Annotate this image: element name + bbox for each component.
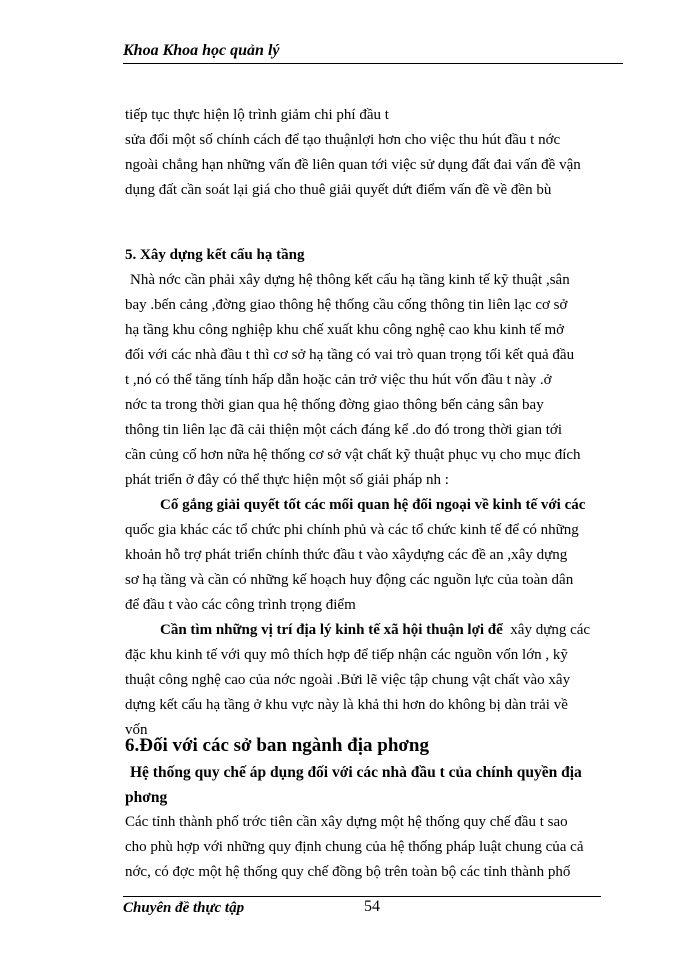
paragraph-2-line: để đầu t vào các công trình trọng điểm [125, 597, 356, 613]
section-6-line: cho phù hợp với những quy định chung của hệ thống pháp luật chung của cả [125, 839, 584, 855]
section-6-line: nớc, có đợc một hệ thống quy chế đồng bộ trên toàn bộ các tỉnh thành phố [125, 864, 571, 880]
footer-divider [123, 896, 601, 897]
section-5-title: 5. Xây dựng kết cấu hạ tầng [125, 247, 305, 263]
page-number: 54 [364, 898, 380, 915]
intro-line: tiếp tục thực hiện lộ trình giảm chi phí đầu t [125, 107, 389, 123]
paragraph-2-lead: Cố gắng giải quyết tốt các mối quan hệ đối ngoại về kinh tế với các [160, 497, 586, 513]
paragraph-3-line: thuật công nghệ cao của nớc ngoài .Bửi lẽ việc tập chung vật chất vào xây [125, 672, 571, 688]
intro-paragraph [125, 103, 625, 203]
section-5-line: cần củng cố hơn nữa hệ thống cơ sở vật chất kỹ thuật phục vụ cho mục đích [125, 447, 581, 463]
section-5-line: phát triển ở đây có thể thực hiện một số giải pháp nh : [125, 472, 449, 488]
header-title: Khoa Khoa học quản lý [123, 42, 280, 59]
section-6-title: 6.Đối với các sở ban ngành địa phơng [125, 735, 429, 756]
paragraph-2-line: khoản hỗ trợ phát triển chính thức đầu t vào xâydựng các đề an ,xây dựng [125, 547, 568, 563]
intro-line: dụng đất cần soát lại giá cho thuê giải quyết dứt điểm vấn đề về đền bù [125, 182, 552, 198]
intro-line: ngoài chẳng hạn những vấn đề liên quan tới việc sử dụng đất đai vấn đề vận [125, 157, 581, 173]
section-6-subtitle: phơng [125, 789, 168, 806]
footer-title: Chuyên đề thực tập [123, 900, 245, 916]
section-6-line: Các tỉnh thành phố trớc tiên cần xây dựng một hệ thống quy chế đầu t sao [125, 814, 568, 830]
paragraph-3-line: đặc khu kinh tế với quy mô thích hợp để tiếp nhận các nguồn vốn lớn , kỹ [125, 647, 568, 663]
paragraph-3-line: vốn [125, 722, 148, 738]
paragraph-3-lead-line [125, 618, 625, 643]
paragraph-3-line: dựng kết cấu hạ tầng ở khu vực này là khả thi hơn do không bị dàn trải về [125, 697, 568, 713]
section-6 [125, 733, 625, 885]
section-5 [125, 243, 625, 743]
section-5-line: t ,nó có thể tăng tính hấp dẫn hoặc cản trở việc thu hút vốn đầu t này .ở [125, 372, 552, 388]
paragraph-2-line: quốc gia khác các tổ chức phi chính phủ và các tổ chức kinh tế để có những [125, 522, 579, 538]
paragraph-3-lead-rest: xây dựng các [502, 622, 591, 638]
section-5-line: nớc ta trong thời gian qua hệ thống đờng giao thông bến cảng sân bay [125, 397, 544, 413]
section-5-line: Nhà nớc cần phải xây dựng hệ thông kết cấu hạ tầng kinh tế kỹ thuật ,sân [130, 272, 570, 288]
section-6-subtitle: Hệ thống quy chế áp dụng đối với các nhà đầu t của chính quyền địa [130, 764, 582, 781]
section-5-line: bay .bến cảng ,đờng giao thông hệ thống cầu cống thông tin liên lạc cơ sở [125, 297, 568, 313]
section-5-line: đối với các nhà đầu t thì cơ sở hạ tầng có vai trò quan trọng tối kết quả đầu [125, 347, 575, 363]
page-header [123, 42, 623, 64]
paragraph-2-line: sơ hạ tầng và cần có những kế hoạch huy động các nguồn lực của toàn dân [125, 572, 574, 588]
section-5-line: hạ tầng khu công nghiệp khu chế xuất khu công nghệ cao khu kinh tế mở [125, 322, 565, 338]
paragraph-3-lead: Cần tìm những vị trí địa lý kinh tế xã hội thuận lợi để [160, 622, 503, 638]
section-5-line: thông tin liên lạc đã cải thiện một cách đáng kể .do đó trong thời gian tới [125, 422, 563, 438]
intro-line: sửa đổi một số chính cách để tạo thuậnlợi hơn cho việc thu hút đầu t nớc [125, 132, 561, 148]
